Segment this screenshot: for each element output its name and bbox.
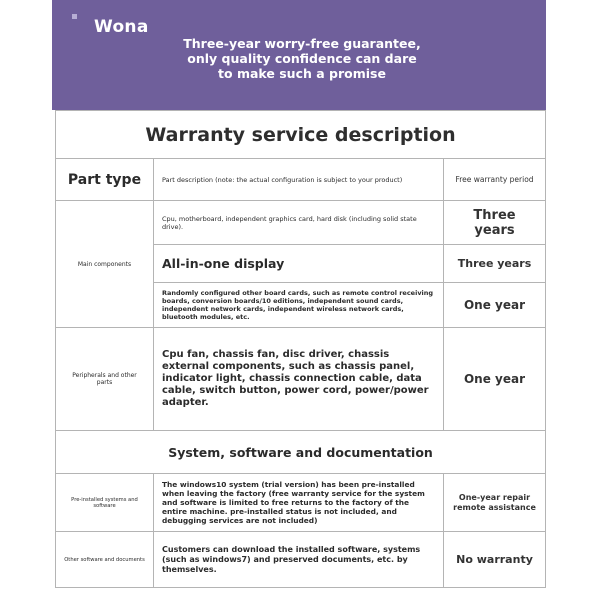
tagline	[152, 36, 452, 81]
warranty-table	[55, 110, 546, 588]
part-description: The windows10 system (trial version) has been pre-installed when leaving the factory (free warranty service for the system and software is limited to free returns to the factory of the entire machine. pre-installed status is not included, and debugging services are not included)	[154, 474, 444, 532]
tagline-line: Three-year worry-free guarantee,	[183, 36, 421, 51]
part-description: Randomly configured other board cards, such as remote control receiving boards, conversion boards/10 editions, independent sound cards, independent network cards, independent wireless network cards, bluetooth modules, etc.	[154, 283, 444, 328]
part-description: All-in-one display	[154, 245, 444, 283]
section-title: System, software and documentation	[56, 431, 546, 474]
warranty-period: Three years	[444, 245, 546, 283]
warranty-period: No warranty	[444, 532, 546, 588]
warranty-period: One-year repair remote assistance	[444, 474, 546, 532]
header-description: Part description (note: the actual configuration is subject to your product)	[154, 159, 444, 201]
table-title: Warranty service description	[56, 111, 546, 159]
table-row	[56, 532, 546, 588]
tagline-line: only quality confidence can dare	[187, 51, 417, 66]
table-row	[56, 328, 546, 431]
table-row	[56, 201, 546, 245]
header-banner	[52, 0, 546, 110]
part-description: Cpu, motherboard, independent graphics card, hard disk (including solid state drive).	[154, 201, 444, 245]
part-description: Customers can download the installed software, systems (such as windows7) and preserved documents, etc. by themselves.	[154, 532, 444, 588]
warranty-period: One year	[444, 328, 546, 431]
warranty-period: One year	[444, 283, 546, 328]
category-peripherals: Peripherals and other parts	[56, 328, 154, 431]
part-description: Cpu fan, chassis fan, disc driver, chassis external components, such as chassis panel, indicator light, chassis connection cable, data cable, switch button, power cord, power/power adapter.	[154, 328, 444, 431]
tagline-line: to make such a promise	[218, 66, 386, 81]
header-part-type: Part type	[56, 159, 154, 201]
header-period: Free warranty period	[444, 159, 546, 201]
category-main: Main components	[56, 201, 154, 328]
category-other: Other software and documents	[56, 532, 154, 588]
table-row	[56, 474, 546, 532]
brand-mark	[72, 14, 77, 19]
brand-name: Wona	[94, 17, 149, 37]
warranty-period: Three years	[444, 201, 546, 245]
category-preinstalled: Pre-installed systems and software	[56, 474, 154, 532]
